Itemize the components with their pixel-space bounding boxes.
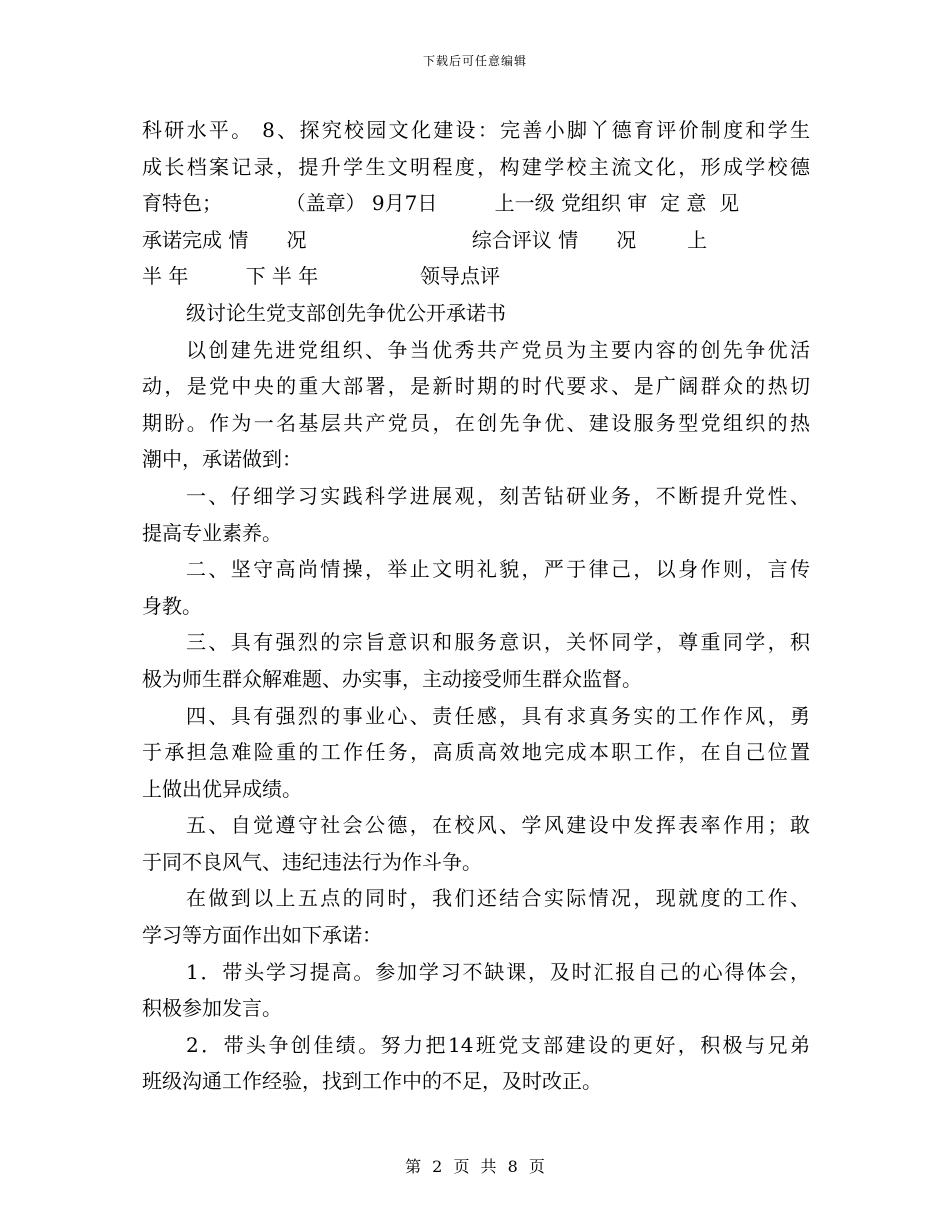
section-title: 级讨论生党支部创先争优公开承诺书 xyxy=(186,300,506,325)
text-line: 积极参加发言。 xyxy=(142,996,282,1021)
document-body xyxy=(142,112,810,1100)
text-line: 期盼。作为一名基层共产党员，在创先争优、建设服务型党组织的热 xyxy=(142,410,810,435)
text-line: 一、仔细学习实践科学进展观，刻苦钻研业务，不断提升党性、 xyxy=(186,483,810,508)
text-line: 动，是党中央的重大部署，是新时期的时代要求、是广阔群众的热切 xyxy=(142,374,810,399)
text-line: 于同不良风气、违纪违法行为作斗争。 xyxy=(142,849,482,874)
text-line: 身教。 xyxy=(142,593,202,618)
text-line: 1．带头学习提高。参加学习不缺课，及时汇报自己的心得体会， xyxy=(186,959,810,984)
text-line: 五、自觉遵守社会公德，在校风、学风建设中发挥表率作用；敢 xyxy=(186,813,810,838)
text-line: 2．带头争创佳绩。努力把14班党支部建设的更好，积极与兄弟 xyxy=(186,1032,810,1057)
text-line: 极为师生群众解难题、办实事，主动接受师生群众监督。 xyxy=(142,666,642,691)
text-line: 承诺完成 情 况 综合评议 情 况 上 xyxy=(142,227,708,252)
text-line: 班级沟通工作经验，找到工作中的不足，及时改正。 xyxy=(142,1069,602,1094)
text-line: 科研水平。 8、探究校园文化建设：完善小脚丫德育评价制度和学生 xyxy=(142,118,810,142)
text-line: 三、具有强烈的宗旨意识和服务意识，关怀同学，尊重同学，积 xyxy=(186,630,810,655)
text-line: 半 年 下 半 年 领导点评 xyxy=(142,264,501,289)
text-line: 以创建先进党组织、争当优秀共产党员为主要内容的创先争优活 xyxy=(186,337,810,362)
text-line: 育特色； （盖章） 9月7日 上一级 党组织 审 定 意 见 xyxy=(142,191,740,216)
page-header: 下载后可任意编辑 xyxy=(422,54,527,68)
text-line: 潮中，承诺做到： xyxy=(142,447,302,472)
text-line: 于承担急难险重的工作任务，高质高效地完成本职工作，在自己位置 xyxy=(142,740,810,765)
text-line: 学习等方面作出如下承诺： xyxy=(142,923,382,948)
text-line: 提高专业素养。 xyxy=(142,520,282,545)
text-line: 四、具有强烈的事业心、责任感，具有求真务实的工作作风，勇 xyxy=(186,703,810,728)
text-line: 成长档案记录，提升学生文明程度，构建学校主流文化，形成学校德 xyxy=(142,154,810,179)
text-line: 二、坚守高尚情操，举止文明礼貌，严于律己，以身作则，言传 xyxy=(186,557,810,582)
text-line: 上做出优异成绩。 xyxy=(142,776,302,801)
page-footer: 第 2 页 共 8 页 xyxy=(405,1157,545,1176)
text-line: 在做到以上五点的同时，我们还结合实际情况，现就度的工作、 xyxy=(186,886,810,911)
